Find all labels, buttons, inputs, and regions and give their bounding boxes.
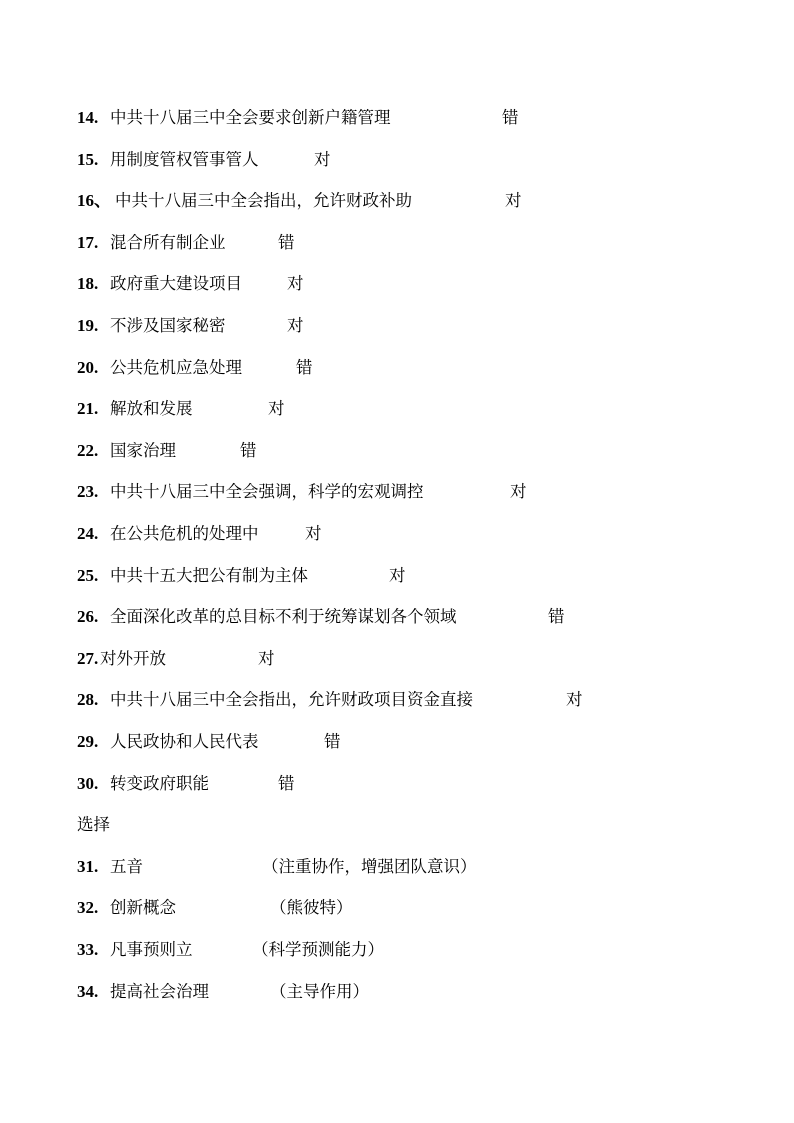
item-question: 五音: [110, 857, 143, 876]
item-number: 28.: [77, 690, 99, 709]
item-number: 27.: [77, 649, 99, 668]
item-number: 19.: [77, 316, 99, 335]
item-number: 31.: [77, 857, 99, 876]
item-answer: 错: [296, 358, 313, 377]
item-number: 30.: [77, 774, 99, 793]
item-number: 20.: [77, 358, 99, 377]
item-number: 17.: [77, 233, 99, 252]
item-answer: 对: [505, 191, 522, 210]
item-answer: 对: [258, 649, 275, 668]
item-number: 24.: [77, 524, 99, 543]
item-question: 用制度管权管事管人: [110, 150, 259, 169]
item-number: 22.: [77, 441, 99, 460]
item-answer: 对: [566, 690, 583, 709]
item-question: 国家治理: [110, 441, 176, 460]
item-answer: 对: [305, 524, 322, 543]
item-question: 转变政府职能: [110, 774, 209, 793]
item-number: 14.: [77, 108, 99, 127]
item-question: 人民政协和人民代表: [110, 732, 259, 751]
item-question: 凡事预则立: [110, 940, 193, 959]
item-number: 15.: [77, 150, 99, 169]
item-answer: 对: [314, 150, 331, 169]
item-answer: 对: [389, 566, 406, 585]
item-answer: 错: [548, 607, 565, 626]
item-answer: 对: [287, 316, 304, 335]
item-question: 全面深化改革的总目标不利于统筹谋划各个领域: [110, 607, 457, 626]
item-answer: 错: [502, 108, 519, 127]
item-question: 中共十八届三中全会强调，科学的宏观调控: [110, 482, 424, 501]
item-number: 23.: [77, 482, 99, 501]
item-question: 中共十八届三中全会指出，允许财政补助: [115, 191, 412, 210]
item-question: 混合所有制企业: [110, 233, 226, 252]
item-answer: 对: [268, 399, 285, 418]
item-question: 中共十五大把公有制为主体: [110, 566, 308, 585]
item-question: 解放和发展: [110, 399, 193, 418]
item-number: 21.: [77, 399, 99, 418]
item-number: 29.: [77, 732, 99, 751]
item-answer: （主导作用）: [270, 982, 369, 1001]
item-answer: （科学预测能力）: [252, 940, 384, 959]
item-answer: 错: [278, 774, 295, 793]
item-number: 26.: [77, 607, 99, 626]
item-question: 提高社会治理: [110, 982, 209, 1001]
item-number: 33.: [77, 940, 99, 959]
item-question: 中共十八届三中全会要求创新户籍管理: [110, 108, 391, 127]
item-number: 25.: [77, 566, 99, 585]
item-answer: （注重协作，增强团队意识）: [262, 857, 477, 876]
item-answer: 错: [240, 441, 257, 460]
item-answer: 对: [510, 482, 527, 501]
item-answer: 错: [324, 732, 341, 751]
item-number: 18.: [77, 274, 99, 293]
item-question: 公共危机应急处理: [110, 358, 242, 377]
item-answer: （熊彼特）: [270, 898, 353, 917]
item-question: 创新概念: [110, 898, 176, 917]
item-question: 政府重大建设项目: [110, 274, 242, 293]
item-number: 34.: [77, 982, 99, 1001]
item-number: 16、: [77, 191, 111, 210]
item-number: 32.: [77, 898, 99, 917]
item-question: 中共十八届三中全会指出，允许财政项目资金直接: [110, 690, 473, 709]
item-question: 对外开放: [100, 649, 166, 668]
item-question: 在公共危机的处理中: [110, 524, 259, 543]
item-question: 不涉及国家秘密: [110, 316, 226, 335]
item-answer: 对: [287, 274, 304, 293]
item-answer: 错: [278, 233, 295, 252]
section-heading: 选择: [77, 815, 110, 834]
